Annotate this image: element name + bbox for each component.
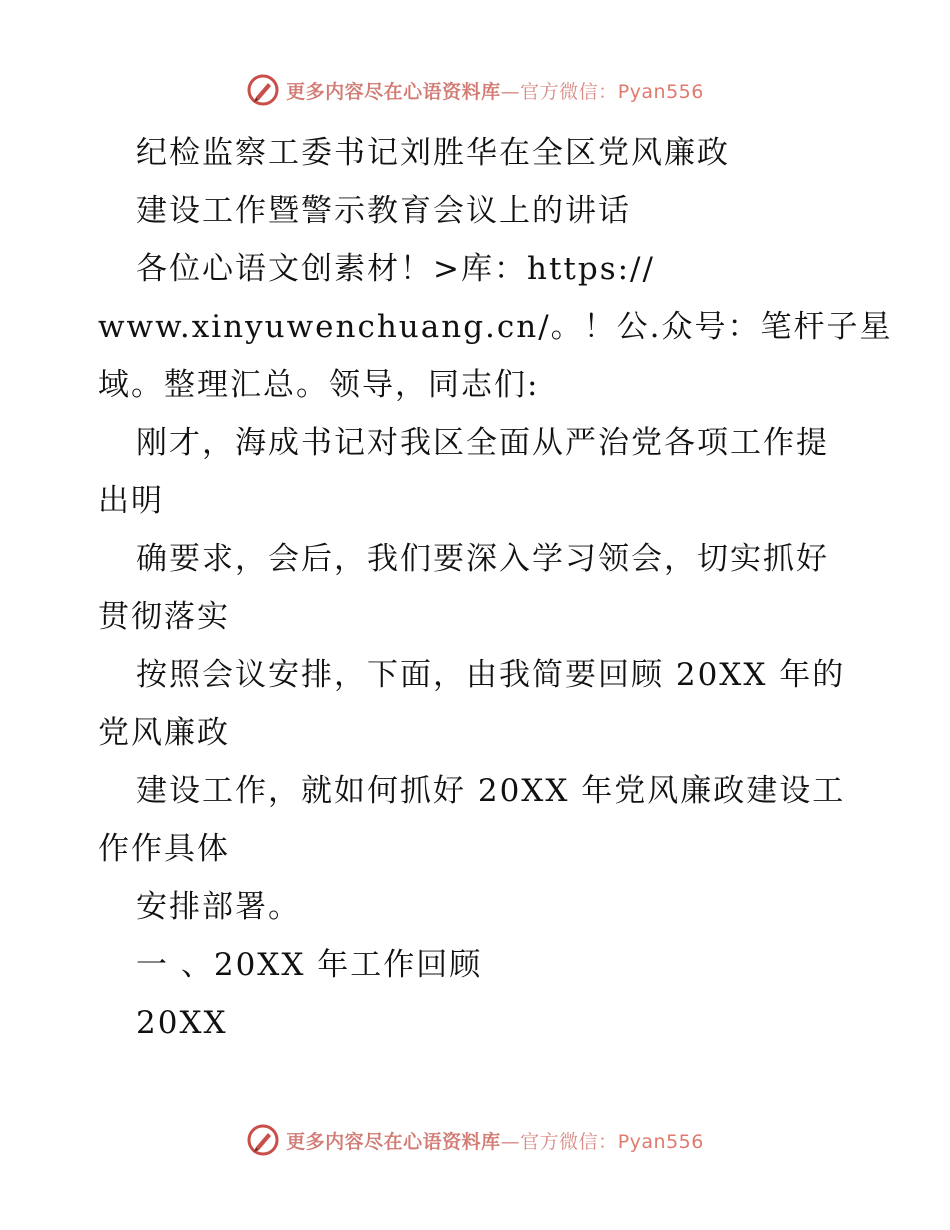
doc-line: 纪检监察工委书记刘胜华在全区党风廉政 xyxy=(136,135,730,171)
doc-line: 一 、20XX 年工作回顾 xyxy=(136,947,483,983)
doc-line: 按照会议安排，下面，由我简要回顾 20XX 年的 xyxy=(136,657,846,693)
doc-line: www.xinyuwenchuang.cn/。！公.众号：笔杆子星 xyxy=(98,309,893,345)
doc-line: 党风廉政 xyxy=(98,715,230,751)
watermark-main: 更多内容尽在心语资料库 xyxy=(286,80,501,103)
footer-watermark xyxy=(0,1120,950,1160)
doc-line: 20XX xyxy=(136,1005,228,1041)
watermark-text xyxy=(286,1127,704,1154)
pen-logo-icon xyxy=(246,73,280,107)
doc-line: 出明 xyxy=(98,483,164,519)
watermark-separator: — xyxy=(500,80,521,103)
watermark-official: 官方微信： xyxy=(520,1130,618,1153)
doc-line: 确要求，会后，我们要深入学习领会，切实抓好 xyxy=(136,541,829,577)
pen-logo-icon xyxy=(246,1123,280,1157)
watermark-id: Pyan556 xyxy=(617,1130,704,1153)
doc-line: 各位心语文创素材！>库：https:// xyxy=(136,251,655,287)
watermark-main: 更多内容尽在心语资料库 xyxy=(286,1130,501,1153)
doc-line: 域。整理汇总。领导，同志们: xyxy=(98,367,540,403)
watermark-id: Pyan556 xyxy=(617,80,704,103)
doc-line: 建设工作暨警示教育会议上的讲话 xyxy=(136,193,631,229)
document-body xyxy=(98,124,893,1052)
header-watermark xyxy=(0,70,950,110)
doc-line: 作作具体 xyxy=(98,831,230,867)
doc-line: 贯彻落实 xyxy=(98,599,230,635)
watermark-separator: — xyxy=(500,1130,521,1153)
doc-line: 安排部署。 xyxy=(136,889,301,925)
watermark-official: 官方微信： xyxy=(520,80,618,103)
doc-line: 建设工作，就如何抓好 20XX 年党风廉政建设工 xyxy=(136,773,846,809)
watermark-text xyxy=(286,77,704,104)
doc-line: 刚才，海成书记对我区全面从严治党各项工作提 xyxy=(136,425,829,461)
